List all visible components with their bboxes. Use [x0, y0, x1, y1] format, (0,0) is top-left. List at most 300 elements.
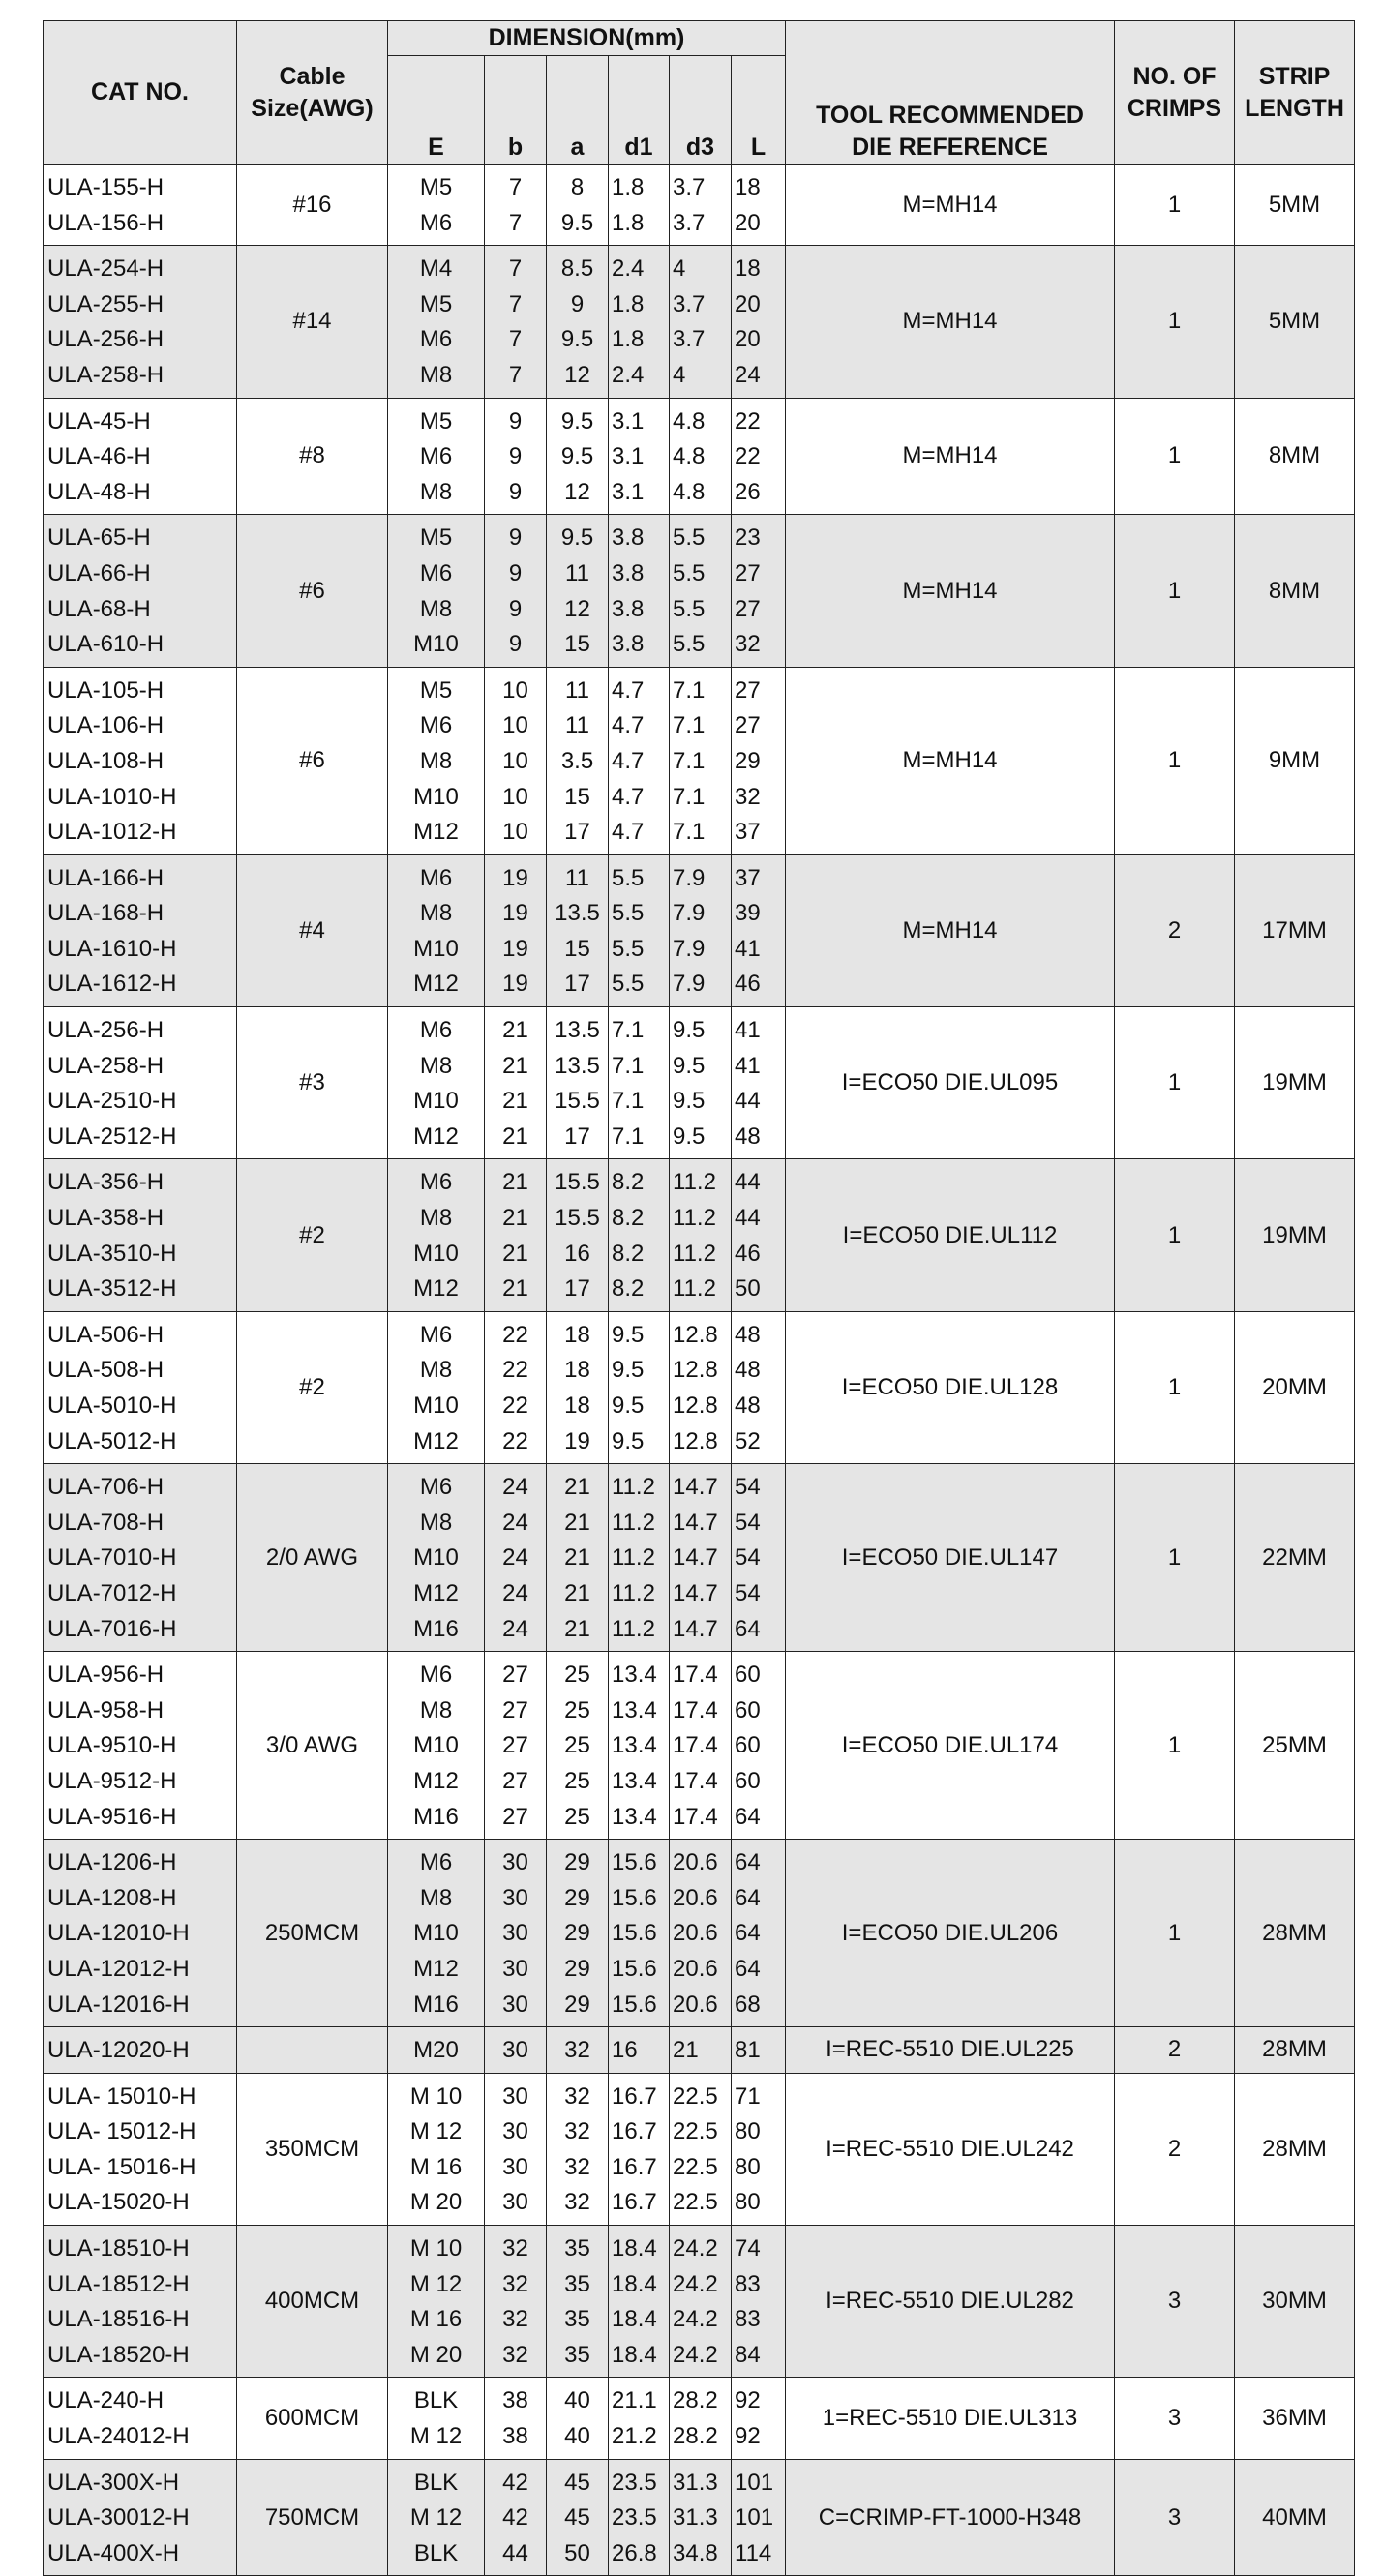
- dim-d3-cell: [670, 1840, 732, 2027]
- cable-size-cell: #2: [237, 1159, 388, 1311]
- dim-e-cell-value: BLK: [413, 2469, 459, 2496]
- dim-d1-cell-value: 11.2: [612, 1544, 655, 1572]
- dim-a-cell-value: 17: [564, 1275, 590, 1303]
- dim-e-cell-value: M8: [419, 1509, 453, 1536]
- dim-b-cell-value: 19: [502, 935, 528, 962]
- dim-l-cell-value: 46: [735, 971, 761, 998]
- cat-no-cell-value: ULA-300X-H: [47, 2469, 180, 2496]
- cat-no-cell-value: ULA-1612-H: [47, 971, 177, 998]
- dim-d3-cell: [670, 2378, 732, 2459]
- dim-d3-cell-value: 12.8: [673, 1393, 718, 1419]
- dim-l-cell: [732, 2378, 786, 2459]
- dim-b-cell-value: 38: [502, 2387, 528, 2414]
- dim-l-cell-value: 64: [735, 1884, 761, 1911]
- dim-a-cell-value: 17: [564, 1123, 590, 1150]
- dim-a-cell-value: 3.5: [560, 747, 594, 774]
- tool-die-cell: I=ECO50 DIE.UL147: [786, 1464, 1115, 1652]
- dim-b-cell-value: 30: [502, 2082, 528, 2110]
- dim-d3-cell: [670, 165, 732, 246]
- dim-a-cell: [547, 1311, 609, 1463]
- header-dim-e: E: [388, 56, 485, 165]
- tool-die-cell: M=MH14: [786, 246, 1115, 398]
- dim-a-cell: [547, 2226, 609, 2378]
- dim-a-cell: [547, 854, 609, 1006]
- header-dim-l: L: [732, 56, 786, 165]
- cat-no-cell-value: ULA-108-H: [47, 747, 165, 774]
- strip-length-cell: 19MM: [1235, 1159, 1355, 1311]
- dim-l-cell-value: 60: [735, 1732, 761, 1759]
- dim-d1-cell: [609, 2226, 670, 2378]
- dim-e-cell-value: M8: [419, 1696, 453, 1723]
- dim-l-cell-value: 101: [735, 2469, 774, 2496]
- dim-d1-cell-value: 4.7: [612, 783, 645, 810]
- cable-size-cell: [237, 2027, 388, 2074]
- dim-d1-cell: [609, 2027, 670, 2074]
- dim-d3-cell: [670, 2459, 732, 2576]
- dim-d3-cell-value: 20.6: [673, 1849, 718, 1876]
- dim-d3-cell-value: 14.7: [673, 1509, 718, 1536]
- dim-a-cell-value: 15.5: [555, 1169, 600, 1196]
- dim-l-cell-value: 20: [735, 290, 761, 317]
- dim-l-cell-value: 27: [735, 712, 761, 739]
- tool-die-cell: M=MH14: [786, 165, 1115, 246]
- header-dim-d3: d3: [670, 56, 732, 165]
- dim-a-cell-value: 21: [564, 1579, 590, 1606]
- dim-a-cell-value: 9.5: [560, 209, 594, 236]
- dim-l-cell-value: 71: [735, 2082, 761, 2110]
- header-tool: [786, 21, 1115, 165]
- dim-e-cell: [388, 1311, 485, 1463]
- dim-a-cell-value: 25: [564, 1696, 590, 1723]
- dim-a-cell-value: 45: [564, 2469, 590, 2496]
- cat-no-cell-value: ULA-958-H: [47, 1696, 165, 1723]
- dim-l-cell-value: 20: [735, 326, 761, 353]
- dim-d3-cell-value: 12.8: [673, 1357, 718, 1384]
- dim-l-cell: [732, 667, 786, 854]
- cat-no-cell-value: ULA-258-H: [47, 1052, 165, 1079]
- dim-a-cell: [547, 1840, 609, 2027]
- dim-a-cell-value: 12: [564, 595, 590, 622]
- cat-no-cell-value: ULA-12016-H: [47, 1991, 190, 2018]
- dim-d3-cell-value: 3.7: [673, 174, 706, 200]
- dim-d1-cell-value: 4.7: [612, 676, 645, 704]
- dim-l-cell-value: 48: [735, 1123, 761, 1150]
- dim-d3-cell-value: 11.2: [673, 1240, 716, 1267]
- tool-die-cell: I=ECO50 DIE.UL174: [786, 1652, 1115, 1840]
- header-tool-line2: DIE REFERENCE: [852, 134, 1048, 161]
- dim-e-cell-value: M16: [413, 1991, 459, 2018]
- group-row: [44, 398, 1355, 515]
- cable-size-cell: 600MCM: [237, 2378, 388, 2459]
- crimps-cell: 2: [1115, 854, 1235, 1006]
- dim-b-cell: [485, 2226, 547, 2378]
- crimps-cell: 1: [1115, 1464, 1235, 1652]
- dim-e-cell-value: M8: [419, 747, 453, 774]
- dim-a-cell-value: 17: [564, 819, 590, 846]
- dim-d3-cell-value: 20.6: [673, 1920, 718, 1947]
- dim-e-cell-value: M 10: [409, 2235, 463, 2262]
- dim-a-cell-value: 15: [564, 631, 590, 658]
- dim-b-cell: [485, 2073, 547, 2225]
- dim-d3-cell: [670, 2226, 732, 2378]
- dim-l-cell-value: 27: [735, 595, 761, 622]
- cat-no-cell-value: ULA-508-H: [47, 1357, 165, 1384]
- spec-body: [44, 165, 1355, 2576]
- dim-d1-cell-value: 9.5: [612, 1357, 645, 1384]
- dim-d1-cell-value: 11.2: [612, 1579, 655, 1606]
- dim-d1-cell-value: 23.5: [612, 2469, 657, 2496]
- header-cable-size-line1: Cable: [279, 62, 346, 90]
- dim-d3-cell-value: 7.9: [673, 900, 706, 927]
- cat-no-cell-value: ULA-2510-H: [47, 1088, 177, 1115]
- dim-d1-cell-value: 26.8: [612, 2539, 657, 2566]
- crimps-cell: 1: [1115, 1652, 1235, 1840]
- dim-d3-cell: [670, 1652, 732, 1840]
- dim-b-cell-value: 21: [502, 1169, 528, 1196]
- dim-d1-cell-value: 7.1: [612, 1017, 645, 1044]
- cat-no-cell-value: ULA-255-H: [47, 290, 165, 317]
- dim-a-cell-value: 9.5: [560, 443, 594, 470]
- dim-b-cell: [485, 2027, 547, 2074]
- dim-d1-cell-value: 15.6: [612, 1991, 657, 2018]
- dim-d3-cell-value: 14.7: [673, 1544, 718, 1572]
- dim-d3-cell: [670, 2027, 732, 2074]
- dim-a-cell-value: 35: [564, 2235, 590, 2262]
- dim-d3-cell-value: 4: [673, 361, 686, 388]
- dim-d1-cell-value: 11.2: [612, 1474, 655, 1501]
- dim-l-cell-value: 64: [735, 1615, 761, 1642]
- dim-d3-cell-value: 5.5: [673, 524, 706, 552]
- dim-b-cell-value: 24: [502, 1579, 528, 1606]
- dim-e-cell: [388, 2226, 485, 2378]
- cat-no-cell-value: ULA-5010-H: [47, 1393, 177, 1419]
- dim-a-cell-value: 21: [564, 1474, 590, 1501]
- header-crimps-line1: NO. OF: [1132, 62, 1217, 90]
- dim-d1-cell-value: 1.8: [612, 209, 645, 236]
- cat-no-cell-value: ULA-105-H: [47, 676, 165, 704]
- header-crimps: [1115, 21, 1235, 165]
- dim-e-cell-value: M16: [413, 1615, 459, 1642]
- dim-l-cell-value: 64: [735, 1849, 761, 1876]
- dim-d1-cell: [609, 2459, 670, 2576]
- dim-e-cell-value: M10: [413, 1732, 459, 1759]
- dim-e-cell-value: M8: [419, 1205, 453, 1232]
- dim-d1-cell-value: 13.4: [612, 1732, 657, 1759]
- dim-b-cell-value: 9: [508, 595, 523, 622]
- group-row: [44, 1840, 1355, 2027]
- dim-b-cell: [485, 1840, 547, 2027]
- dim-d3-cell-value: 7.9: [673, 935, 706, 962]
- dim-e-cell-value: M 12: [409, 2423, 463, 2450]
- dim-d1-cell-value: 4.7: [612, 712, 645, 739]
- dim-b-cell: [485, 1652, 547, 1840]
- dim-e-cell: [388, 2459, 485, 2576]
- dim-l-cell-value: 81: [735, 2037, 761, 2064]
- dim-d3-cell-value: 5.5: [673, 595, 706, 622]
- tool-die-cell: I=ECO50 DIE.UL112: [786, 1159, 1115, 1311]
- dim-l-cell-value: 74: [735, 2235, 761, 2262]
- strip-length-cell: 19MM: [1235, 1007, 1355, 1159]
- dim-a-cell-value: 15: [564, 935, 590, 962]
- dim-d3-cell-value: 4.8: [673, 443, 706, 470]
- dim-d3-cell: [670, 854, 732, 1006]
- header-cable-size: [237, 21, 388, 165]
- dim-d3-cell-value: 3.7: [673, 209, 706, 236]
- strip-length-cell: 5MM: [1235, 165, 1355, 246]
- cat-no-cell-value: ULA-15020-H: [47, 2189, 190, 2216]
- cable-size-cell: 750MCM: [237, 2459, 388, 2576]
- dim-e-cell-value: M12: [413, 1579, 459, 1606]
- dim-a-cell-value: 18: [564, 1321, 590, 1348]
- dim-d1-cell: [609, 2378, 670, 2459]
- cat-no-cell: [44, 1652, 237, 1840]
- dim-d1-cell-value: 18.4: [612, 2306, 657, 2333]
- crimps-cell: 1: [1115, 1840, 1235, 2027]
- dim-l-cell-value: 41: [735, 1052, 761, 1079]
- dim-d1-cell: [609, 1840, 670, 2027]
- dim-d3-cell-value: 7.1: [673, 747, 706, 774]
- crimps-cell: 3: [1115, 2459, 1235, 2576]
- dim-a-cell-value: 21: [564, 1544, 590, 1572]
- dim-d1-cell-value: 1.8: [612, 290, 645, 317]
- dim-d1-cell-value: 16.7: [612, 2153, 657, 2180]
- dim-e-cell-value: M5: [419, 676, 453, 704]
- dim-a-cell-value: 15: [564, 783, 590, 810]
- dim-e-cell: [388, 165, 485, 246]
- dim-d3-cell-value: 22.5: [673, 2189, 718, 2216]
- dim-a-cell-value: 18: [564, 1393, 590, 1419]
- dim-d3-cell-value: 7.1: [673, 783, 706, 810]
- cat-no-cell: [44, 1159, 237, 1311]
- strip-length-cell: 40MM: [1235, 2459, 1355, 2576]
- dim-b-cell-value: 30: [502, 1991, 528, 2018]
- cat-no-cell: [44, 1007, 237, 1159]
- dim-b-cell-value: 21: [502, 1052, 528, 1079]
- dim-e-cell-value: M5: [419, 290, 453, 317]
- dim-b-cell-value: 10: [502, 747, 528, 774]
- cat-no-cell-value: ULA-9516-H: [47, 1803, 177, 1830]
- cat-no-cell-value: ULA-18512-H: [47, 2270, 190, 2297]
- dim-l-cell: [732, 2027, 786, 2074]
- dim-e-cell-value: M 20: [409, 2341, 463, 2368]
- dim-d3-cell: [670, 1007, 732, 1159]
- dim-d1-cell-value: 3.8: [612, 631, 645, 658]
- dim-b-cell-value: 21: [502, 1017, 528, 1044]
- dim-b-cell-value: 19: [502, 971, 528, 998]
- dim-d3-cell-value: 9.5: [673, 1088, 706, 1115]
- tool-die-cell: I=REC-5510 DIE.UL282: [786, 2226, 1115, 2378]
- dim-l-cell-value: 50: [735, 1275, 761, 1303]
- header-dim-d1: d1: [609, 56, 670, 165]
- dim-d1-cell-value: 18.4: [612, 2341, 657, 2368]
- cat-no-cell-value: ULA-18520-H: [47, 2341, 190, 2368]
- dim-e-cell-value: M6: [419, 1662, 453, 1689]
- dim-a-cell-value: 32: [564, 2118, 590, 2145]
- dim-l-cell: [732, 2073, 786, 2225]
- crimps-cell: 1: [1115, 1311, 1235, 1463]
- dim-l-cell-value: 52: [735, 1427, 761, 1454]
- cat-no-cell-value: ULA-12010-H: [47, 1920, 190, 1947]
- dim-d3-cell: [670, 2073, 732, 2225]
- dim-d3-cell-value: 12.8: [673, 1321, 718, 1348]
- cable-size-cell: #2: [237, 1311, 388, 1463]
- dim-e-cell-value: M6: [419, 712, 453, 739]
- dim-d1-cell-value: 15.6: [612, 1920, 657, 1947]
- cat-no-cell-value: ULA-7010-H: [47, 1544, 177, 1572]
- dim-d1-cell-value: 8.2: [612, 1205, 645, 1232]
- dim-b-cell-value: 19: [502, 900, 528, 927]
- crimps-cell: 3: [1115, 2226, 1235, 2378]
- dim-l-cell-value: 84: [735, 2341, 761, 2368]
- dim-l-cell-value: 41: [735, 1017, 761, 1044]
- dim-a-cell-value: 25: [564, 1803, 590, 1830]
- dim-e-cell: [388, 515, 485, 667]
- cat-no-cell-value: ULA-166-H: [47, 864, 165, 891]
- dim-d3-cell-value: 11.2: [673, 1169, 716, 1196]
- dim-l-cell-value: 32: [735, 783, 761, 810]
- dim-a-cell-value: 18: [564, 1357, 590, 1384]
- dim-l-cell-value: 27: [735, 559, 761, 586]
- dim-l-cell-value: 41: [735, 935, 761, 962]
- dim-d1-cell-value: 9.5: [612, 1321, 645, 1348]
- cable-size-cell: #16: [237, 165, 388, 246]
- cat-no-cell-value: ULA-48-H: [47, 478, 151, 505]
- header-cable-size-line2: Size(AWG): [251, 94, 374, 122]
- dim-l-cell-value: 20: [735, 209, 761, 236]
- cat-no-cell-value: ULA-1206-H: [47, 1849, 177, 1876]
- dim-l-cell-value: 60: [735, 1662, 761, 1689]
- dim-e-cell: [388, 667, 485, 854]
- dim-e-cell-value: M10: [413, 1393, 459, 1419]
- dim-d3-cell-value: 28.2: [673, 2423, 718, 2450]
- cat-no-cell-value: ULA-3512-H: [47, 1275, 177, 1303]
- dim-a-cell-value: 13.5: [555, 1052, 600, 1079]
- dim-d3-cell-value: 22.5: [673, 2082, 718, 2110]
- header-dim-b: b: [485, 56, 547, 165]
- strip-length-cell: 28MM: [1235, 2073, 1355, 2225]
- strip-length-cell: 5MM: [1235, 246, 1355, 398]
- dim-l-cell-value: 80: [735, 2118, 761, 2145]
- dim-b-cell-value: 21: [502, 1240, 528, 1267]
- dim-b-cell-value: 21: [502, 1123, 528, 1150]
- dim-b-cell-value: 10: [502, 712, 528, 739]
- cat-no-cell-value: ULA-400X-H: [47, 2539, 180, 2566]
- cat-no-cell-value: ULA-1610-H: [47, 935, 177, 962]
- dim-d1-cell-value: 16.7: [612, 2082, 657, 2110]
- cat-no-cell-value: ULA-12020-H: [47, 2037, 190, 2064]
- dim-b-cell-value: 32: [502, 2235, 528, 2262]
- cable-size-cell: #6: [237, 515, 388, 667]
- dim-d3-cell-value: 14.7: [673, 1615, 718, 1642]
- dim-d3-cell-value: 17.4: [673, 1662, 718, 1689]
- dim-d1-cell-value: 21.1: [612, 2387, 657, 2414]
- dim-d3-cell: [670, 515, 732, 667]
- dim-b-cell-value: 30: [502, 2189, 528, 2216]
- tool-die-cell: M=MH14: [786, 854, 1115, 1006]
- dim-d1-cell-value: 13.4: [612, 1696, 657, 1723]
- dim-l-cell-value: 27: [735, 676, 761, 704]
- dim-e-cell-value: M6: [419, 1321, 453, 1348]
- cat-no-cell-value: ULA- 15012-H: [47, 2118, 196, 2145]
- dim-d3-cell-value: 24.2: [673, 2341, 718, 2368]
- dim-a-cell-value: 21: [564, 1509, 590, 1536]
- dim-a-cell-value: 45: [564, 2504, 590, 2531]
- dim-d1-cell-value: 1.8: [612, 174, 645, 200]
- dim-e-cell: [388, 1652, 485, 1840]
- group-row: [44, 1311, 1355, 1463]
- cat-no-cell-value: ULA-1208-H: [47, 1884, 177, 1911]
- dim-e-cell-value: M6: [419, 559, 453, 586]
- dim-b-cell-value: 21: [502, 1205, 528, 1232]
- dim-a-cell-value: 12: [564, 361, 590, 388]
- dim-e-cell-value: M5: [419, 524, 453, 552]
- dim-b-cell-value: 7: [508, 209, 523, 236]
- dim-a-cell: [547, 1652, 609, 1840]
- cat-no-cell-value: ULA-18510-H: [47, 2235, 190, 2262]
- dim-a-cell-value: 25: [564, 1732, 590, 1759]
- cat-no-cell-value: ULA-256-H: [47, 326, 165, 353]
- dim-e-cell-value: M4: [419, 255, 453, 283]
- dim-d1-cell-value: 3.1: [612, 407, 645, 434]
- tool-die-cell: I=ECO50 DIE.UL128: [786, 1311, 1115, 1463]
- dim-b-cell-value: 10: [502, 819, 528, 846]
- cable-size-cell: #6: [237, 667, 388, 854]
- cat-no-cell-value: ULA-240-H: [47, 2387, 165, 2414]
- strip-length-cell: 30MM: [1235, 2226, 1355, 2378]
- tool-die-cell: M=MH14: [786, 398, 1115, 515]
- dim-e-cell-value: M10: [413, 631, 459, 658]
- cable-size-cell: 3/0 AWG: [237, 1652, 388, 1840]
- dim-d1-cell: [609, 1007, 670, 1159]
- dim-b-cell: [485, 515, 547, 667]
- crimps-cell: 1: [1115, 1007, 1235, 1159]
- cat-no-cell-value: ULA-12012-H: [47, 1955, 190, 1982]
- dim-l-cell-value: 37: [735, 864, 761, 891]
- dim-l-cell-value: 29: [735, 747, 761, 774]
- dim-b-cell-value: 21: [502, 1275, 528, 1303]
- dim-e-cell-value: M10: [413, 1544, 459, 1572]
- header-tool-line1: TOOL RECOMMENDED: [816, 102, 1084, 129]
- dim-d1-cell: [609, 854, 670, 1006]
- dim-e-cell-value: M 20: [409, 2189, 463, 2216]
- dim-d1-cell-value: 4.7: [612, 819, 645, 846]
- dim-l-cell: [732, 1840, 786, 2027]
- dim-e-cell-value: M6: [419, 864, 453, 891]
- dim-l-cell-value: 48: [735, 1393, 761, 1419]
- group-row: [44, 515, 1355, 667]
- dim-e-cell-value: M 16: [409, 2153, 463, 2180]
- dim-e-cell-value: M 12: [409, 2118, 463, 2145]
- dim-b-cell-value: 30: [502, 1920, 528, 1947]
- dim-e-cell-value: M 12: [409, 2270, 463, 2297]
- group-row: [44, 1159, 1355, 1311]
- dim-l-cell-value: 18: [735, 255, 761, 283]
- dim-b-cell-value: 44: [502, 2539, 528, 2566]
- dim-e-cell: [388, 1464, 485, 1652]
- dim-d3-cell-value: 9.5: [673, 1017, 706, 1044]
- dim-l-cell-value: 64: [735, 1803, 761, 1830]
- dim-d1-cell-value: 5.5: [612, 900, 645, 927]
- dim-e-cell-value: M10: [413, 1088, 459, 1115]
- dim-d1-cell-value: 9.5: [612, 1393, 645, 1419]
- dim-d3-cell-value: 7.9: [673, 864, 706, 891]
- dim-b-cell-value: 7: [508, 326, 523, 353]
- dim-l-cell-value: 101: [735, 2504, 774, 2531]
- strip-length-cell: 20MM: [1235, 1311, 1355, 1463]
- dim-d3-cell-value: 14.7: [673, 1579, 718, 1606]
- crimps-cell: 1: [1115, 667, 1235, 854]
- dim-e-cell-value: M12: [413, 1955, 459, 1982]
